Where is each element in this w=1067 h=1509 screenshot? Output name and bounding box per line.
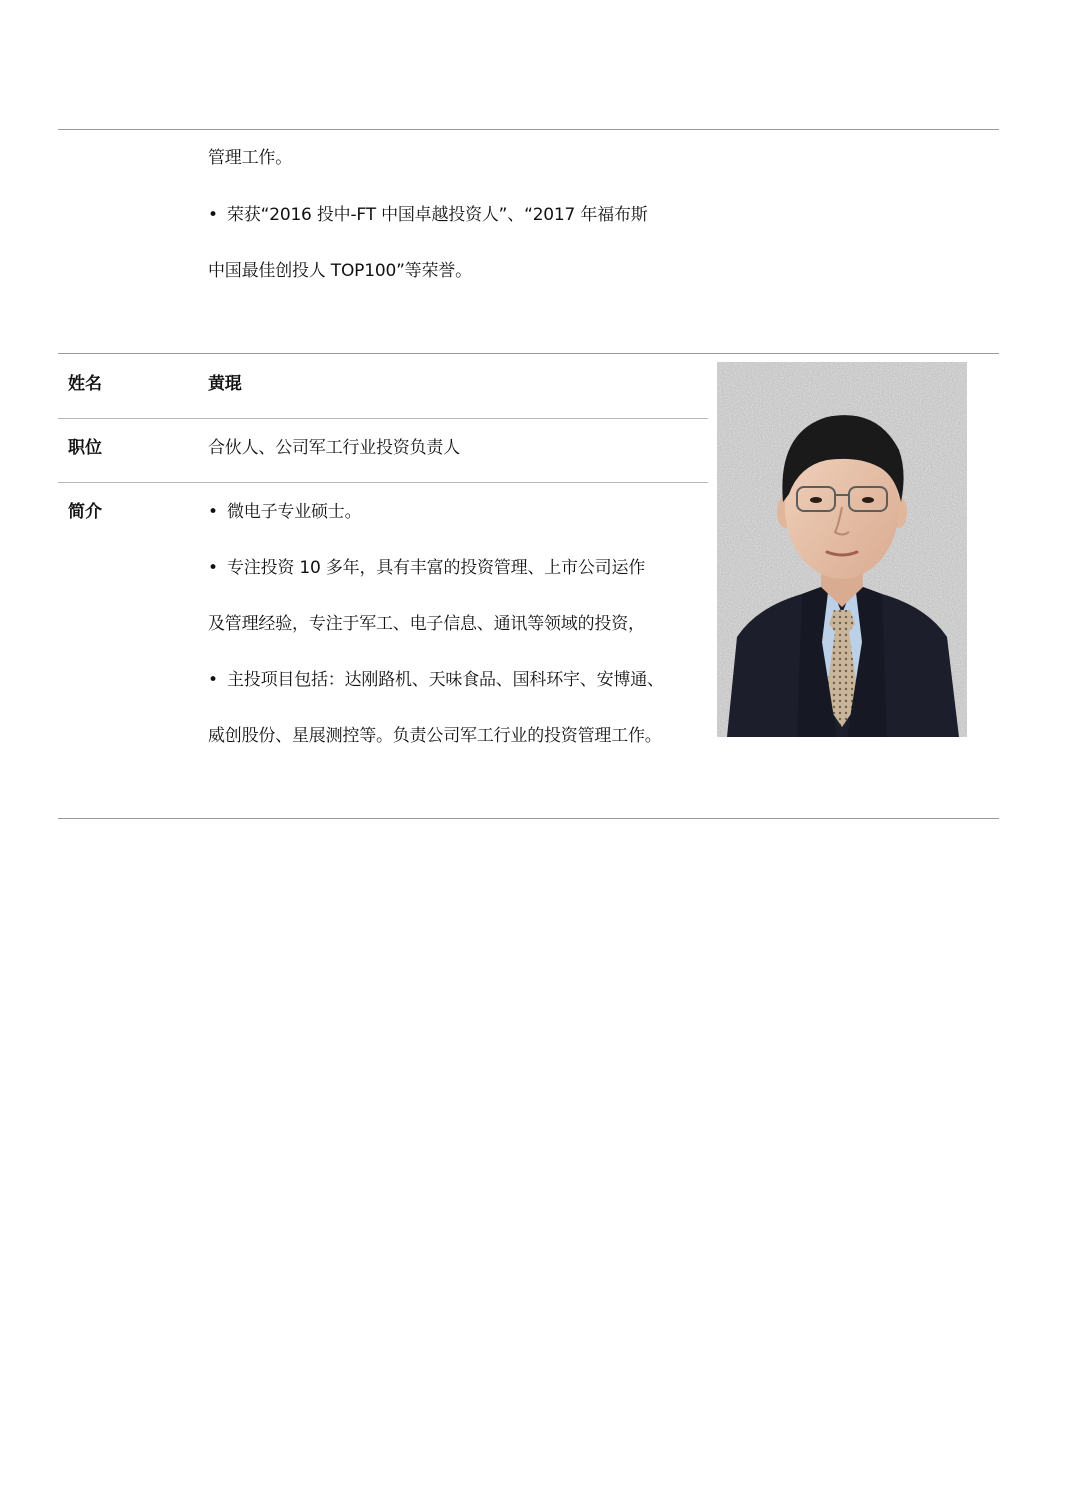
row-divider-2: [58, 482, 708, 483]
bio-line-4: • 主投项目包括：达刚路机、天味食品、国科环宇、安博通、: [208, 670, 664, 690]
continued-line-2: [208, 203, 648, 227]
row-divider-1: [58, 418, 708, 419]
portrait-photo: [717, 362, 967, 737]
position-value: 合伙人、公司军工行业投资负责人: [208, 438, 460, 458]
bullet-icon: •: [208, 670, 218, 690]
continued-line-1: 管理工作。: [208, 148, 292, 168]
name-value: 黄琨: [208, 374, 242, 394]
position-label: 职位: [68, 438, 102, 458]
bio-line-5: 威创股份、星展测控等。负责公司军工行业的投资管理工作。: [208, 726, 662, 746]
bullet-icon: •: [208, 558, 218, 578]
top-divider: [58, 129, 999, 130]
bullet-icon: •: [208, 502, 218, 522]
award-text: 荣获“2016 投中-FT 中国卓越投资人”、“2017 年福布斯: [227, 205, 648, 225]
profile-bottom-divider: [58, 818, 999, 819]
bullet-icon: •: [208, 205, 218, 225]
bio-line-2: • 专注投资 10 多年，具有丰富的投资管理、上市公司运作: [208, 558, 646, 578]
bio-line-3: 及管理经验，专注于军工、电子信息、通讯等领域的投资，: [208, 614, 645, 634]
continued-line-3: 中国最佳创投人 TOP100”等荣誉。: [208, 261, 472, 281]
bio-line-1: • 微电子专业硕士。: [208, 502, 362, 522]
name-label: 姓名: [68, 374, 102, 394]
bio-label: 简介: [68, 502, 102, 522]
profile-top-divider: [58, 353, 999, 354]
